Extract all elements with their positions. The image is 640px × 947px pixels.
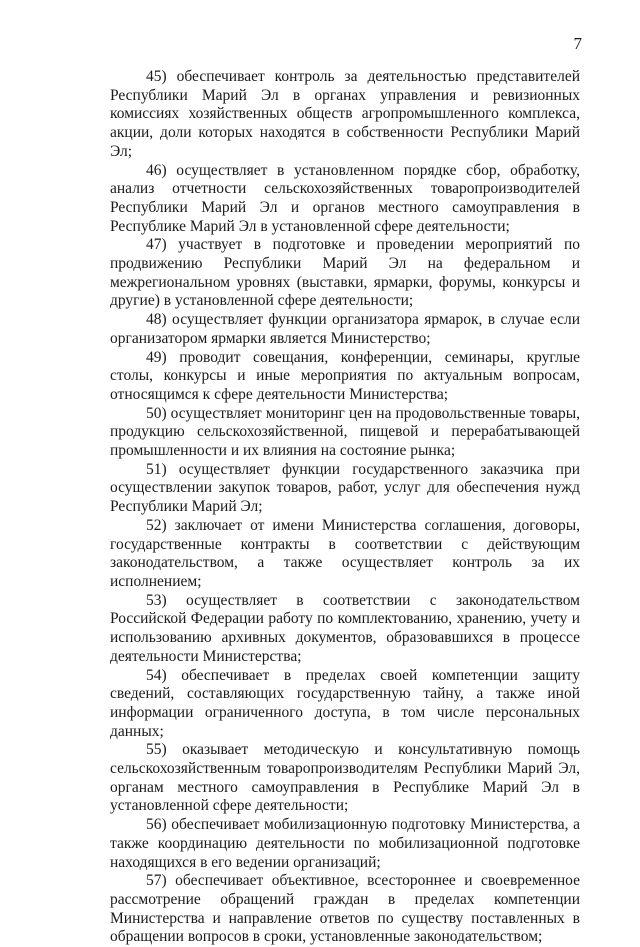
paragraph-47: 47) участвует в подготовке и проведении мероприятий по продвижению Республики Марий Эл на федеральном и межрегиональном уровнях (выставки, ярмарки, форумы, конкурсы и другие) в установленной сфере деятельности; [110,236,580,310]
paragraph-51: 51) осуществляет функции государственного заказчика при осуществлении закупок товаров, работ, услуг для обеспечения нужд Республики Марий Эл; [110,460,580,516]
paragraph-46: 46) осуществляет в установленном порядке сбор, обработку, анализ отчетности сельскохозяйственных товаропроизводителей Республики Марий Эл и органов местного самоуправления в Республике Марий Эл в установленной сфере деятельности; [110,161,580,235]
document-body [110,68,580,947]
paragraph-52: 52) заключает от имени Министерства соглашения, договоры, государственные контракты в соответствии с действующим законодательством, а также осуществляет контроль за их исполнением; [110,516,580,590]
paragraph-55: 55) оказывает методическую и консультативную помощь сельскохозяйственным товаропроизводителям Республики Марий Эл, органам местного самоуправления в Республике Марий Эл в установленной сфере деятельности; [110,741,580,815]
page-number: 7 [573,34,582,53]
paragraph-50: 50) осуществляет мониторинг цен на продовольственные товары, продукцию сельскохозяйственной, пищевой и перерабатывающей промышленности и их влияния на состояние рынка; [110,404,580,460]
paragraph-53: 53) осуществляет в соответствии с законодательством Российской Федерации работу по комплектованию, хранению, учету и использованию архивных документов, образовавшихся в процессе деятельности Министерства; [110,591,580,665]
paragraph-54: 54) обеспечивает в пределах своей компетенции защиту сведений, составляющих государственную тайну, а также иной информации ограниченного доступа, в том числе персональных данных; [110,666,580,740]
paragraph-45: 45) обеспечивает контроль за деятельностью представителей Республики Марий Эл в органах управления и ревизионных комиссиях хозяйственных обществ агропромышленного комплекса, акции, доли которых находятся в собственности Республики Марий Эл; [110,68,580,160]
paragraph-48: 48) осуществляет функции организатора ярмарок, в случае если организатором ярмарки является Министерство; [110,311,580,347]
paragraph-57: 57) обеспечивает объективное, всестороннее и своевременное рассмотрение обращений граждан в пределах компетенции Министерства и направление ответов по существу поставленных в обращении вопросов в сроки, установленные законодательством; [110,872,580,946]
paragraph-49: 49) проводит совещания, конференции, семинары, круглые столы, конкурсы и иные мероприятия по актуальным вопросам, относящимся к сфере деятельности Министерства; [110,348,580,403]
paragraph-56: 56) обеспечивает мобилизационную подготовку Министерства, а также координацию деятельности по мобилизационной подготовке находящихся в его ведении организаций; [110,816,580,871]
